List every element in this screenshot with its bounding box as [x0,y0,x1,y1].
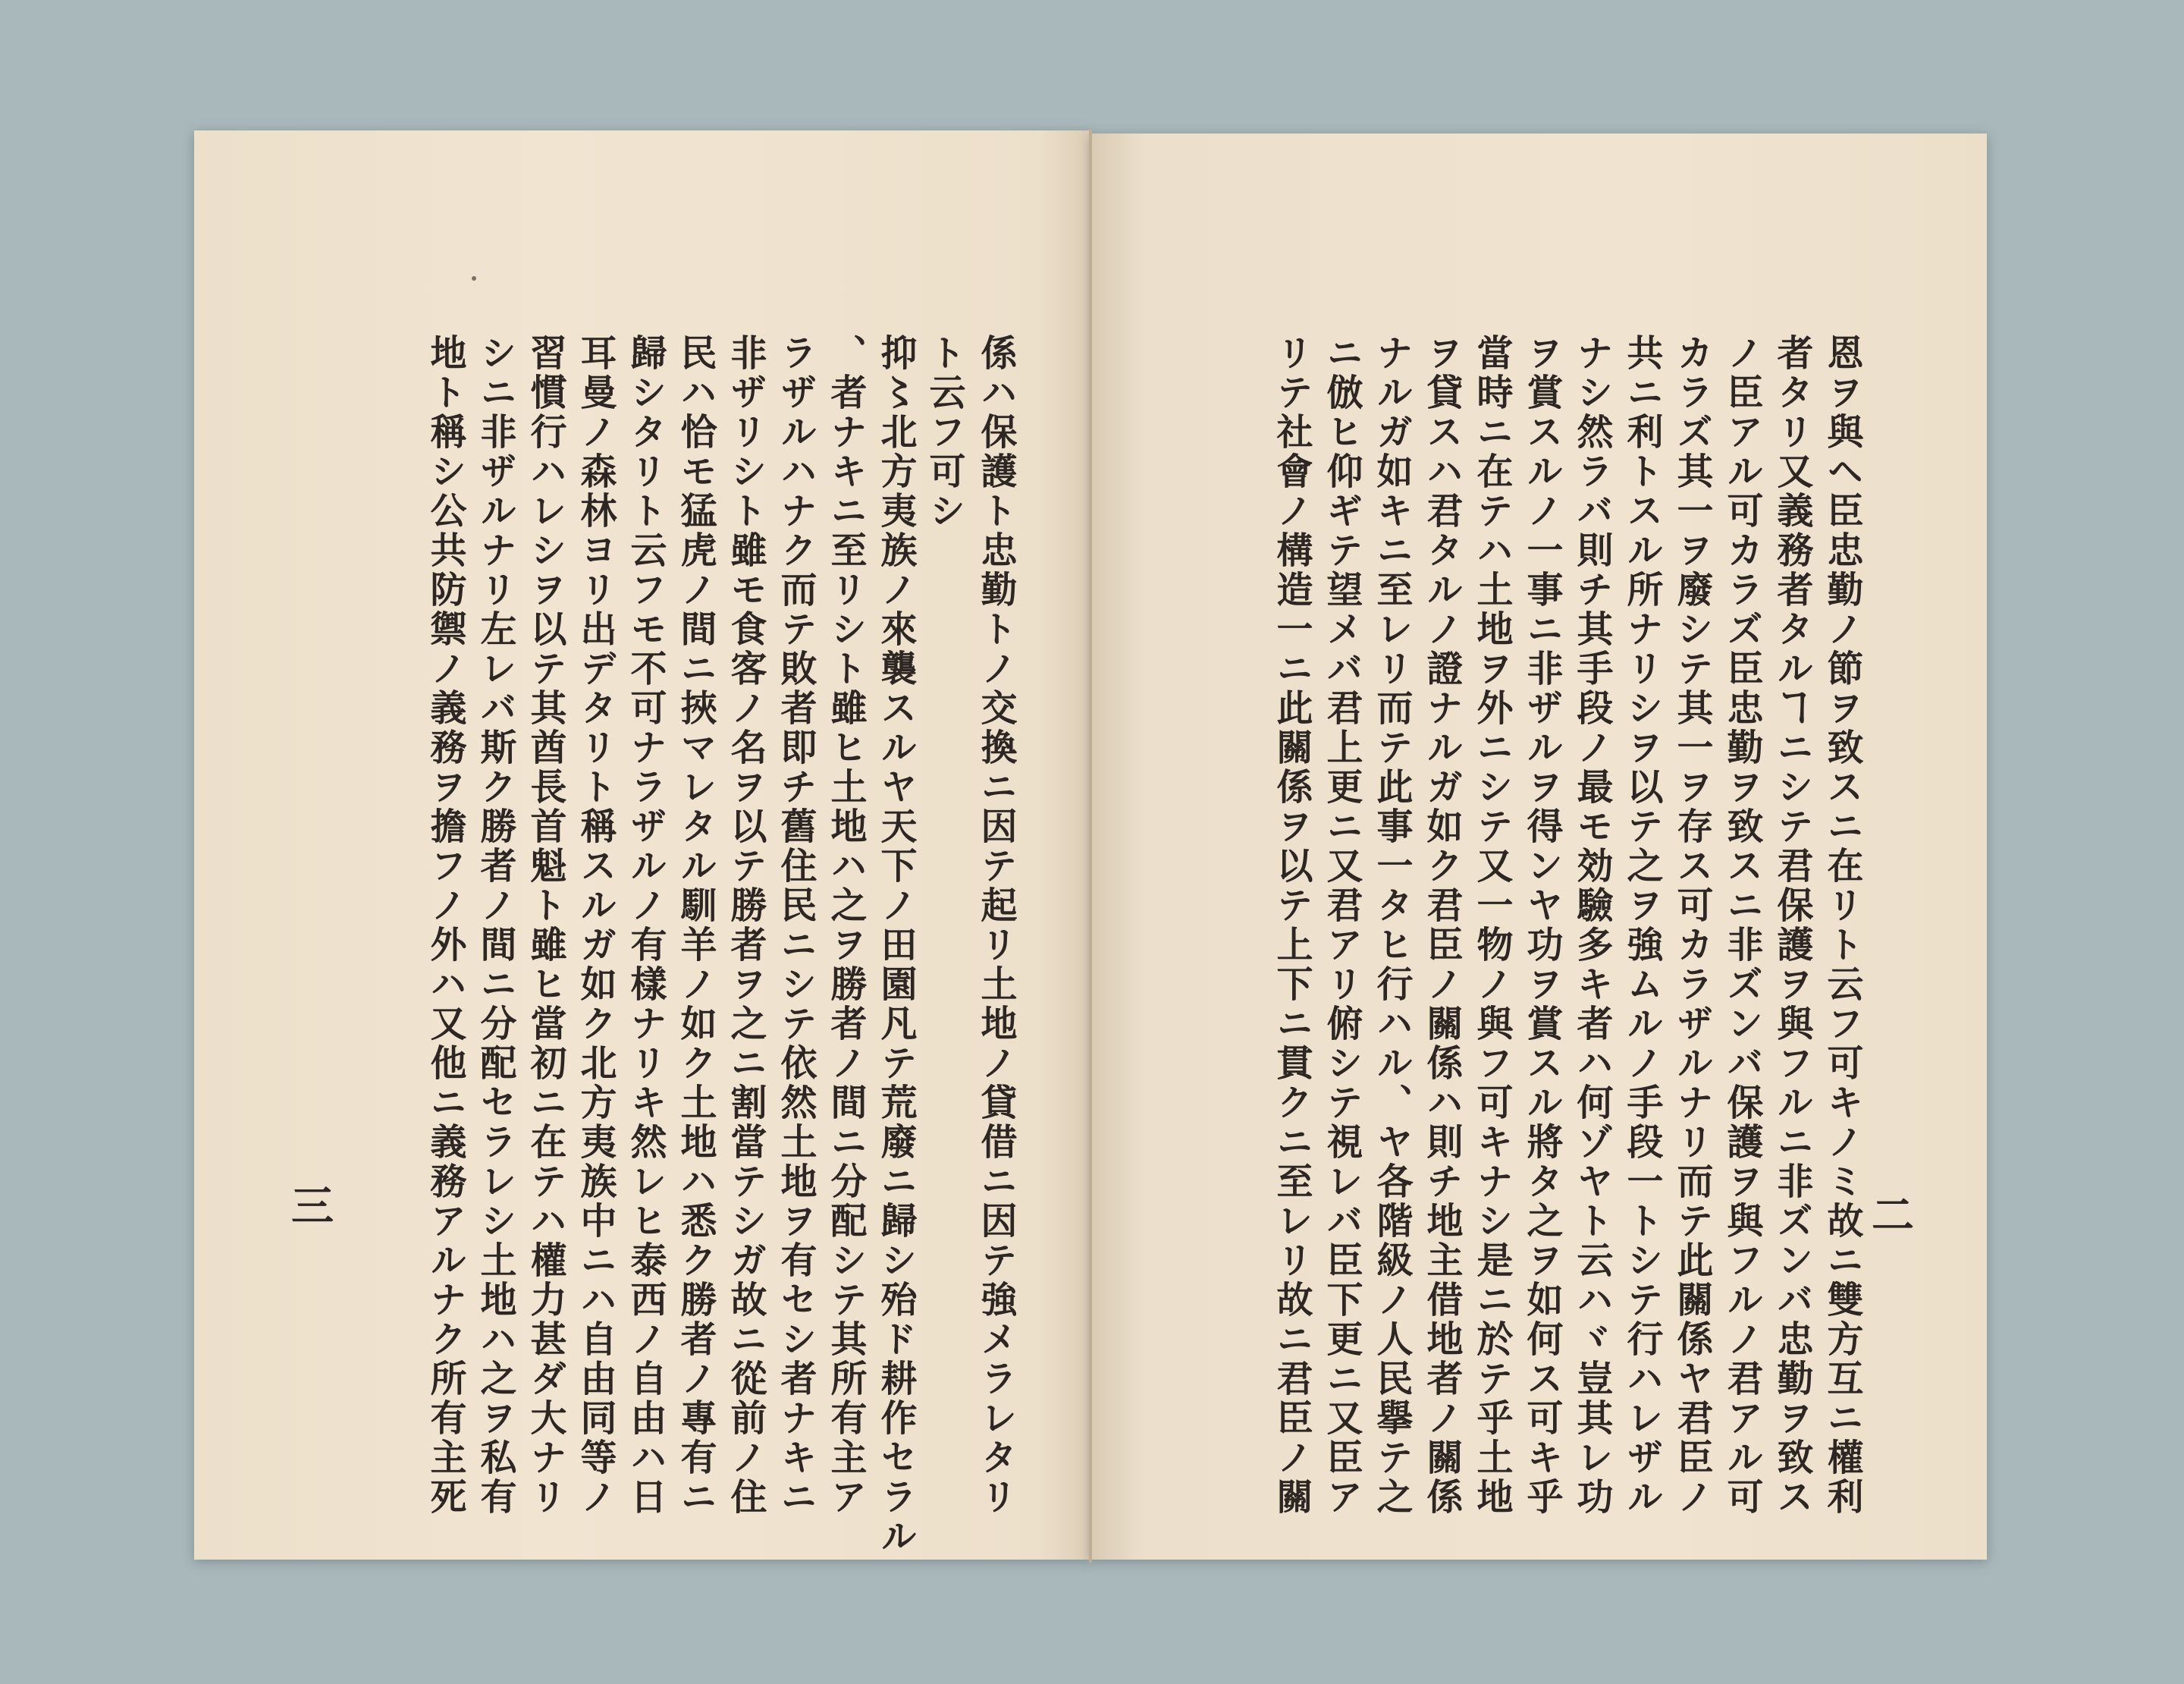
left-page-column-8: 歸シタリト云フモ不可ナラザルノ有樣ナリキ然レヒ泰西ノ自由ハ日 [624,334,667,1517]
left-page-column-4: 、者ナキニ至リシト雖ヒ土地ハ之ヲ勝者ノ間ニ分配シテ其所有主ア [824,334,867,1517]
right-page-column-8: 當時ニ在テハ土地ヲ外ニシテ又一物ノ與フ可キナシ是ニ於テ乎土地 [1470,334,1513,1517]
left-page-column-10: 習慣行ハレシヲ以テ其酋長首魁ト雖ヒ當初ニ在テハ權力甚ダ大ナリ [524,334,566,1517]
right-page-column-6: ナシ然ラバ則チ其手段ノ最モ効驗多キ者ハ何ゾヤト云ハヾ豈其レ功 [1571,334,1613,1517]
right-page-column-4: カラズ其一ヲ廢シテ其一ヲ存ス可カラザルナリ而テ此關係ヤ君臣ノ [1671,334,1713,1517]
right-page-column-3: ノ臣アル可カラズ臣忠勤ヲ致スニ非ズンバ保護ヲ與フルノ君アル可 [1721,334,1763,1517]
book-gutter [1089,129,1092,1563]
right-page-column-2: 者タリ又義務者タルヿニシテ君保護ヲ與フルニ非ズンバ忠勤ヲ致ス [1771,334,1813,1517]
left-page-column-7: 民ハ恰モ猛虎ノ間ニ挾マレタル馴羊ノ如ク土地ハ悉ク勝者ノ專有ニ [674,334,717,1517]
right-page-column-7: ヲ賞スルノ一事ニ非ザルヲ得ンヤ功ヲ賞スル將タ之ヲ如何ス可キ乎 [1520,334,1563,1517]
left-page-column-3: 抑〻北方夷族ノ來襲スルヤ天下ノ田園凡テ荒廢ニ歸シ殆ド耕作セラル [874,334,917,1557]
right-page-column-5: 共ニ利トスル所ナリシヲ以テ之ヲ強ムルノ手段一トシテ行ハレザル [1621,334,1663,1517]
left-page-column-6: 非ザリシト雖モ食客ノ名ヲ以テ勝者ヲ之ニ割當テシガ故ニ從前ノ住 [724,334,767,1517]
right-page-number: 二 [1865,1192,1915,1235]
paper-speck [472,276,476,281]
right-page-column-9: ヲ貸スハ君タルノ證ナルガ如ク君臣ノ關係ハ則チ地主借地者ノ關係 [1420,334,1463,1517]
right-page-column-10: ナルガ如キニ至レリ而テ此事一タヒ行ハル、ヤ各階級ノ人民擧テ之 [1370,334,1413,1517]
left-page-column-9: 耳曼ノ森林ヨリ出デタリト稱スルガ如ク北方夷族中ニハ自由同等ノ [574,334,617,1517]
right-page-column-1: 恩ヲ與ヘ臣忠勤ノ節ヲ致スニ在リト云フ可キノミ故ニ雙方互ニ權利 [1821,334,1863,1517]
right-page-column-11: ニ倣ヒ仰ギテ望メバ君上更ニ又君アリ俯シテ視レバ臣下更ニ又臣ア [1320,334,1363,1517]
left-page-column-11: シニ非ザルナリ左レバ斯ク勝者ノ間ニ分配セラレシ土地ハ之ヲ私有 [474,334,516,1517]
right-page-column-12: リテ社會ノ構造一ニ此關係ヲ以テ上下ニ貫クニ至レリ故ニ君臣ノ關 [1270,334,1313,1517]
left-page-column-5: ラザルハナク而テ敗者即チ舊住民ニシテ依然土地ヲ有セシ者ナキニ [774,334,817,1517]
left-page-column-2: ト云フ可シ [923,334,965,531]
left-page-number: 三 [284,1183,334,1226]
left-page-column-12: 地ト稱シ公共防禦ノ義務ヲ擔フノ外ハ又他ニ義務アルナク所有主死 [424,334,466,1517]
left-page-column-1: 係ハ保護ト忠勤トノ交換ニ因テ起リ土地ノ貸借ニ因テ強メラレタリ [974,334,1017,1517]
